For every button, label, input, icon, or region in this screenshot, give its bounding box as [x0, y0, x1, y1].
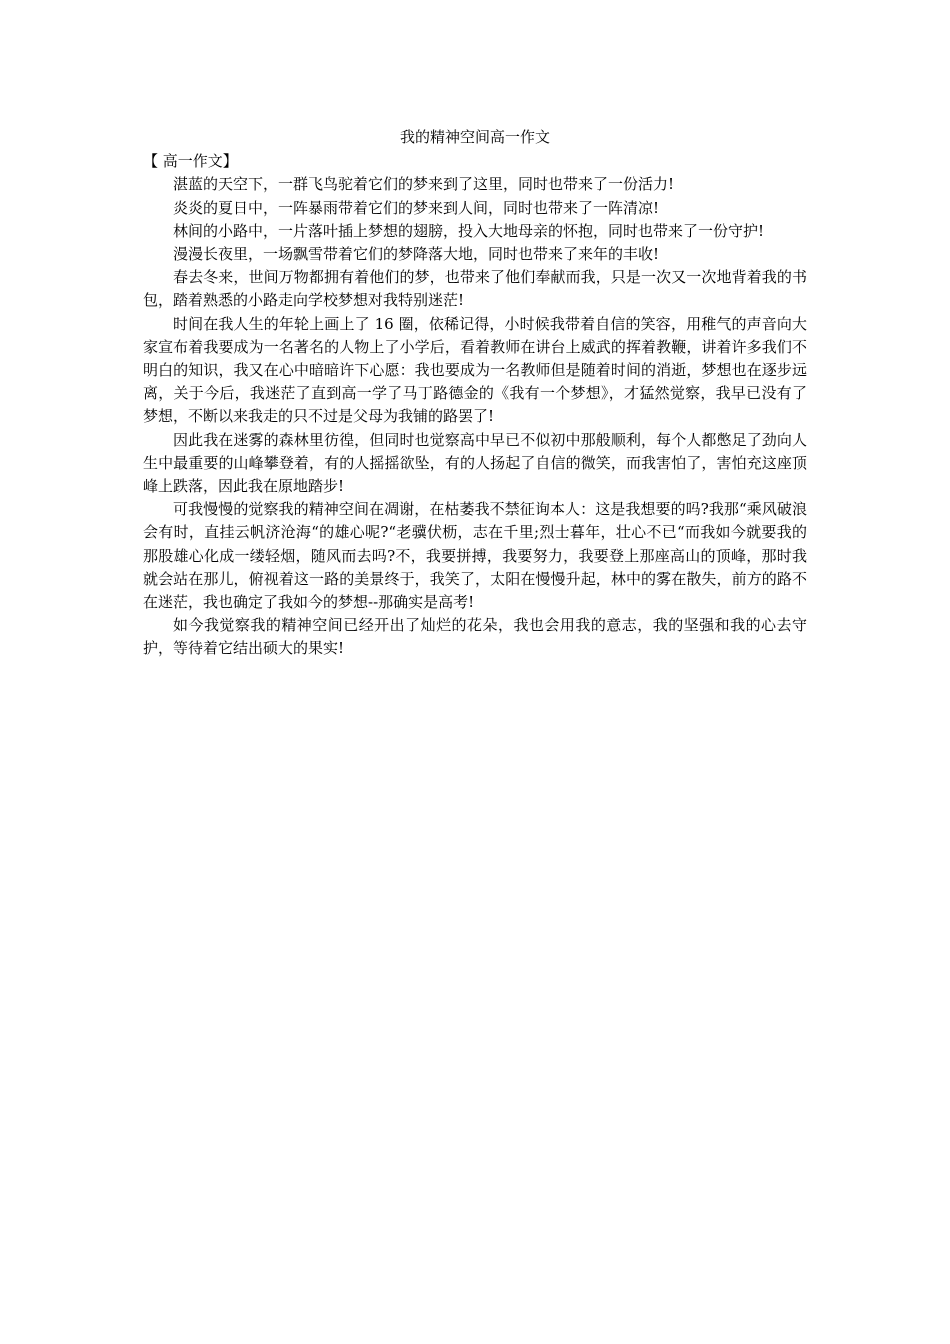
paragraph: 漫漫长夜里，一场飘雪带着它们的梦降落大地，同时也带来了来年的丰收! — [173, 245, 660, 264]
paragraph: 林间的小路中，一片落叶插上梦想的翅膀，投入大地母亲的怀抱，同时也带来了一份守护! — [173, 221, 765, 240]
paragraph: 时间在我人生的年轮上画上了 16 圈，依稀记得，小时候我带着自信的笑容，用稚气的声音向大家宣布着我要成为一名著名的人物上了小学后，看着教师在讲台上威武的挥着教鞭，讲着许多我们不明白的知识，我又在心中暗暗许下心愿：我也要成为一名教师但是随着时间的消逝，梦想也在逐步远离，关于今后，我迷茫了直到高一学了马丁路德金的《我有一个梦想》，才猛然觉察，我早已没有了梦想，不断以来我走的只不过是父母为我铺的路罢了! — [143, 314, 807, 426]
category-tag: 【 高一作文】 — [143, 152, 238, 171]
paragraph: 湛蓝的天空下，一群飞鸟驼着它们的梦来到了这里，同时也带来了一份活力! — [173, 175, 675, 194]
paragraph: 可我慢慢的觉察我的精神空间在凋谢，在枯萎我不禁征询本人：这是我想要的吗?我那“乘风破浪会有时，直挂云帆济沧海“的雄心呢?“老骥伏枥，志在千里;烈士暮年，壮心不已“而我如今就要我的那股雄心化成一缕轻烟，随风而去吗?不，我要拼搏，我要努力，我要登上那座高山的顶峰，那时我就会站在那儿，俯视着这一路的美景终于，我笑了，太阳在慢慢升起，林中的雾在散失，前方的路不在迷茫，我也确定了我如今的梦想--那确实是高考! — [143, 500, 807, 612]
paragraph: 因此我在迷雾的森林里彷徨，但同时也觉察高中早已不似初中那般顺利，每个人都憋足了劲向人生中最重要的山峰攀登着，有的人摇摇欲坠，有的人扬起了自信的微笑，而我害怕了，害怕充这座顶峰上跌落，因此我在原地踏步! — [143, 430, 807, 496]
paragraph: 炎炎的夏日中，一阵暴雨带着它们的梦来到人间，同时也带来了一阵清凉! — [173, 198, 660, 217]
paragraph: 春去冬来，世间万物都拥有着他们的梦，也带来了他们奉献而我，只是一次又一次地背着我的书包，踏着熟悉的小路走向学校梦想对我特别迷茫! — [143, 268, 807, 310]
paragraph: 如今我觉察我的精神空间已经开出了灿烂的花朵，我也会用我的意志，我的坚强和我的心去守护，等待着它结出硕大的果实! — [143, 616, 807, 658]
document-title: 我的精神空间高一作文 — [399, 128, 550, 146]
document-page — [143, 126, 807, 661]
